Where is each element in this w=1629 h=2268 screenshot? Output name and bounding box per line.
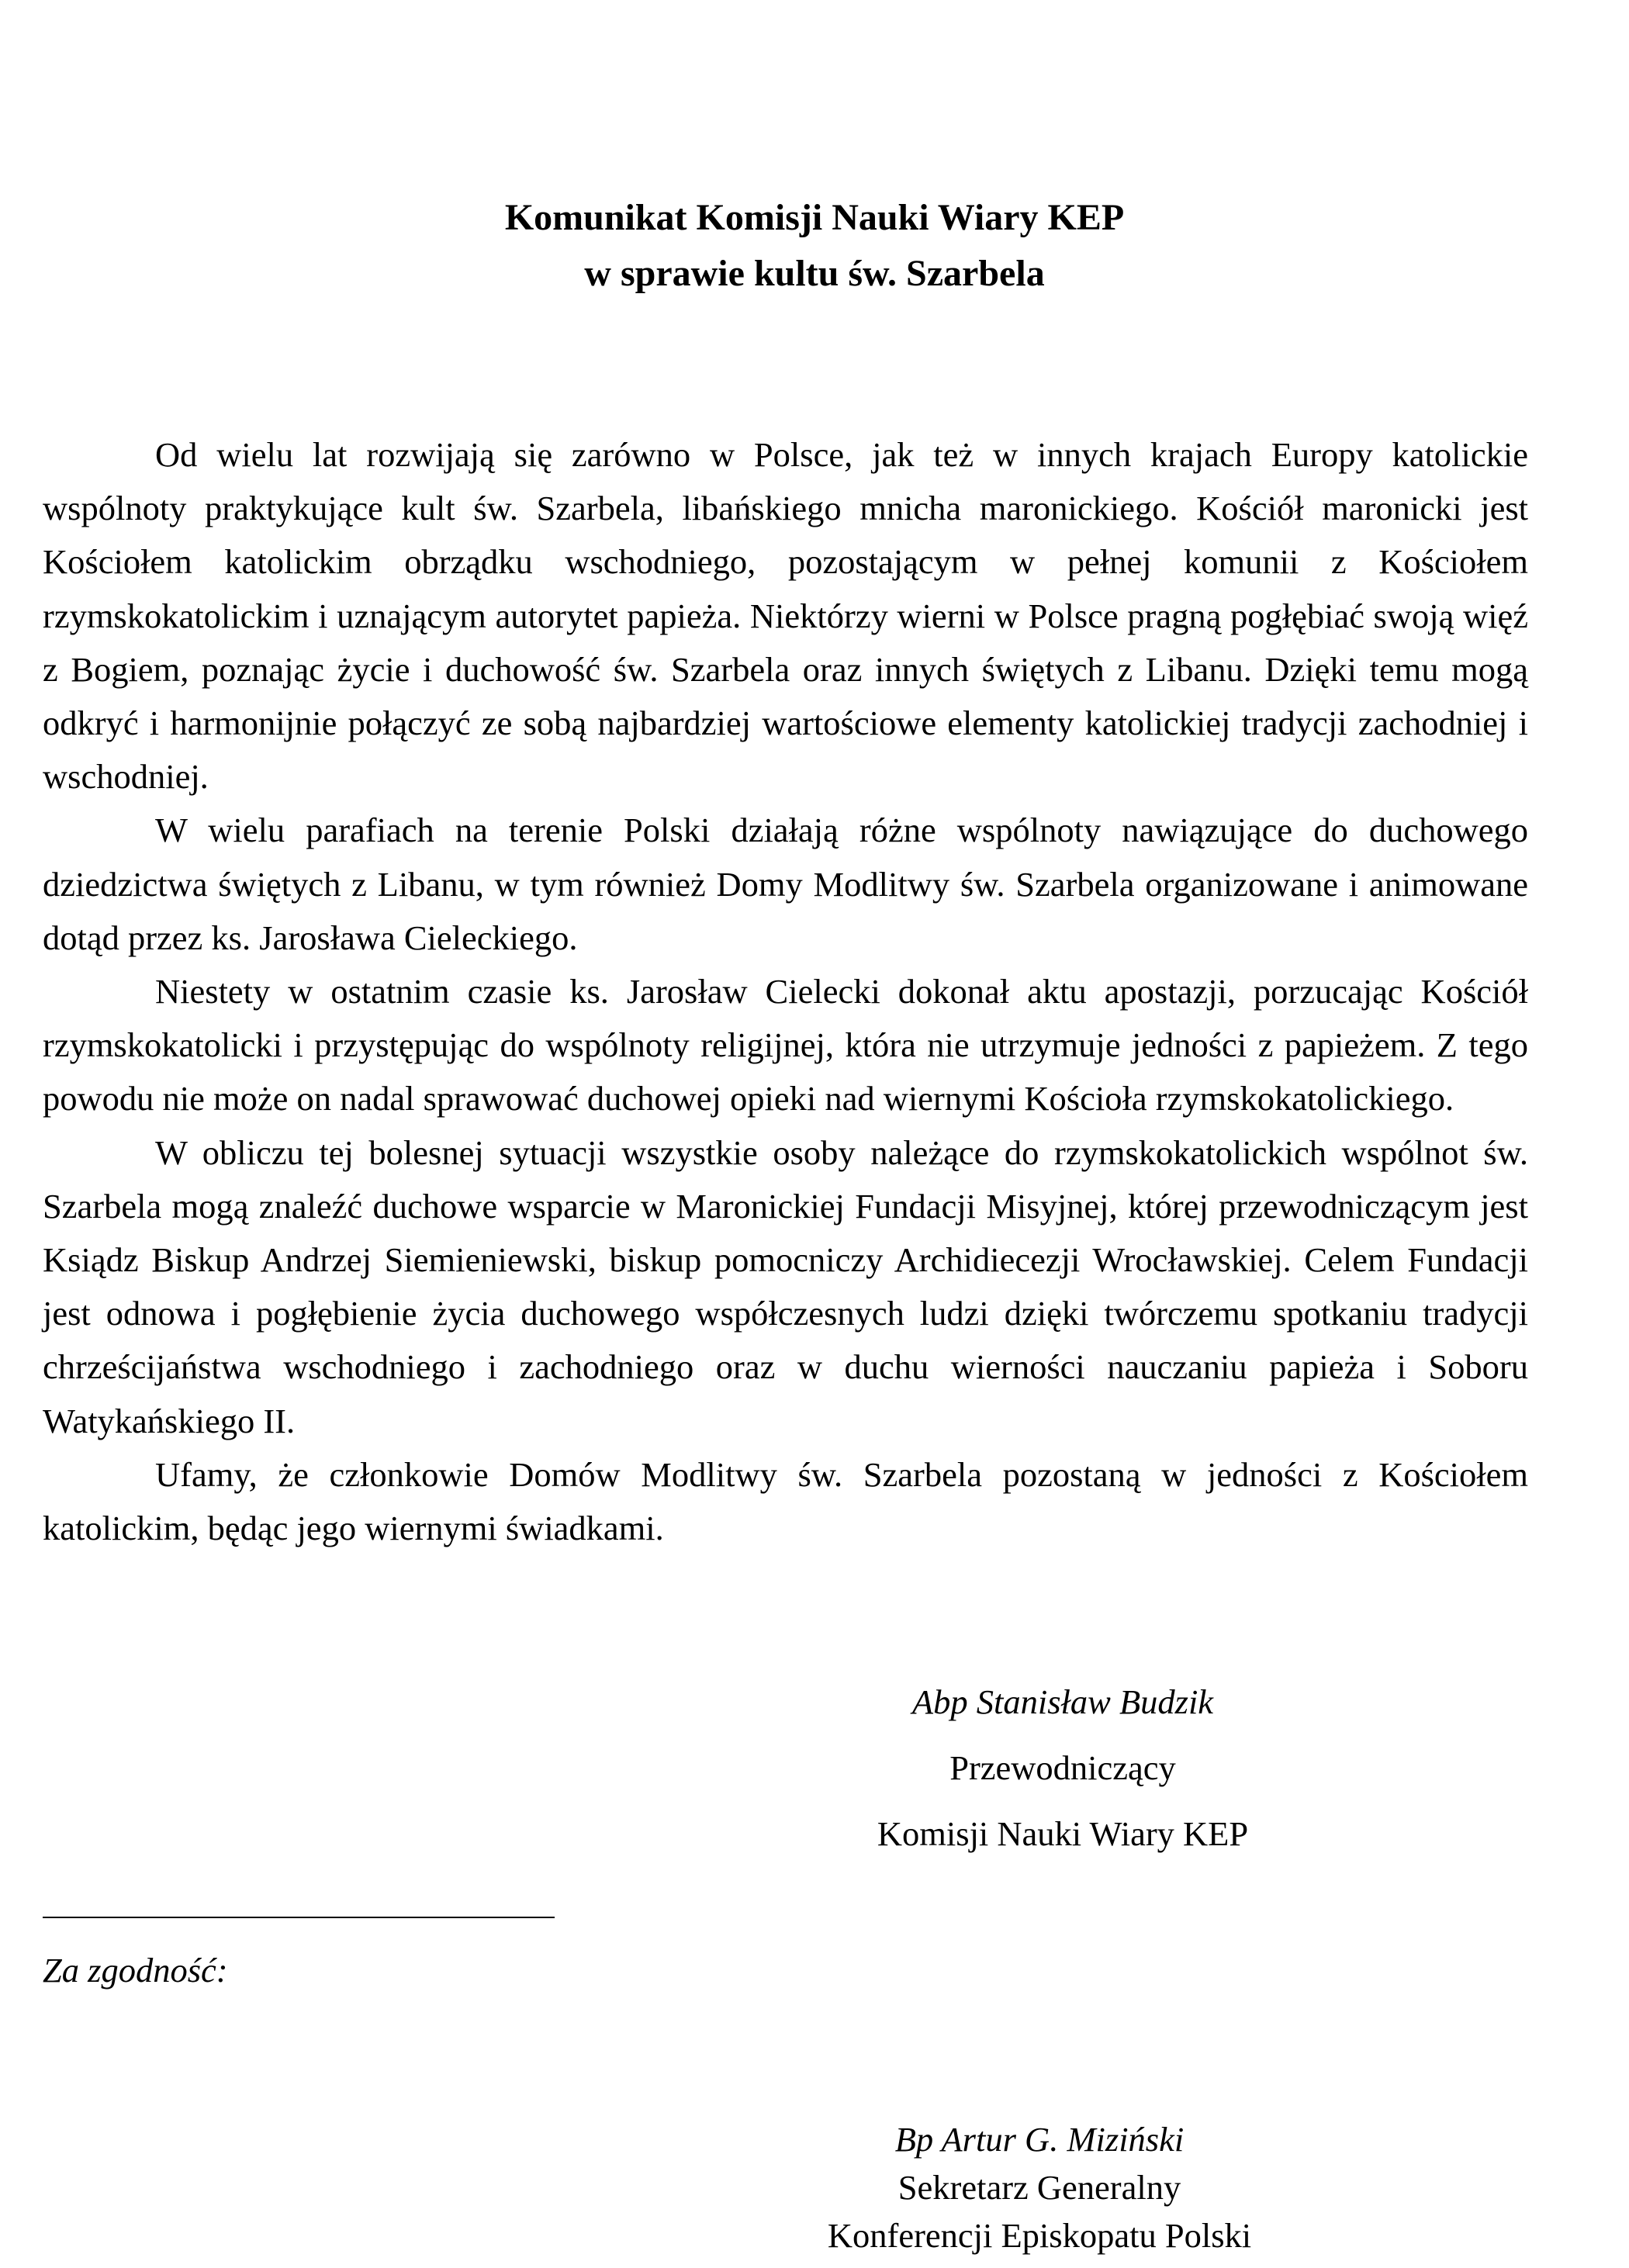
- divider-line: [43, 1917, 555, 1918]
- paragraph: W wielu parafiach na terenie Polski działają różne wspólnoty nawiązujące do duchowego dziedzictwa świętych z Libanu, w tym również Domy Modlitwy św. Szarbela organizowane i animowane dotąd przez ks. Jarosława Cieleckiego.: [43, 811, 1528, 957]
- signatory-body: Konferencji Episkopatu Polski: [827, 2216, 1252, 2255]
- signatory-role: Przewodniczący: [949, 1748, 1176, 1787]
- signature-block-chairman: [822, 1669, 1303, 1867]
- signatory-name: Abp Stanisław Budzik: [911, 1682, 1214, 1721]
- document-subtitle: w sprawie kultu św. Szarbela: [584, 253, 1045, 294]
- paragraph: Ufamy, że członkowie Domów Modlitwy św. Szarbela pozostaną w jedności z Kościołem katolickim, będąc jego wiernymi świadkami.: [43, 1454, 1528, 1548]
- paragraph: W obliczu tej bolesnej sytuacji wszystkie osoby należące do rzymskokatolickich wspólnot św. Szarbela mogą znaleźć duchowe wsparcie w Maronickiej Fundacji Misyjnej, której przewodniczącym jest Ksiądz Biskup Andrzej Siemieniewski, biskup pomocniczy Archidiecezji Wrocławskiej. Celem Fundacji jest odnowa i pogłębienie życia duchowego współczesnych ludzi dzięki twórczemu spotkaniu tradycji chrześcijaństwa wschodniego i zachodniego oraz w duchu wierności nauczaniu papieża i Soboru Watykańskiego II.: [43, 1132, 1528, 1440]
- paragraph: Od wielu lat rozwijają się zarówno w Polsce, jak też w innych krajach Europy katolickie wspólnoty praktykujące kult św. Szarbela, libańskiego mnicha maronickiego. Kościół maronicki jest Kościołem katolickim obrządku wschodniego, pozostającym w pełnej komunii z Kościołem rzymskokatolickim i uznającym autorytet papieża. Niektórzy wierni w Polsce pragną pogłębiać swoją więź z Bogiem, poznając życie i duchowość św. Szarbela oraz innych świętych z Libanu. Dzięki temu mogą odkryć i harmonijnie połączyć ze sobą najbardziej wartościowe elementy katolickiej tradycji zachodniej i wschodniej.: [43, 435, 1528, 797]
- signatory-body: Komisji Nauki Wiary KEP: [877, 1814, 1249, 1853]
- document-title: Komunikat Komisji Nauki Wiary KEP: [504, 197, 1125, 238]
- signature-block-secretary: [760, 2115, 1319, 2259]
- signatory-name: Bp Artur G. Miziński: [894, 2120, 1185, 2159]
- paragraph: Niestety w ostatnim czasie ks. Jarosław Cielecki dokonał aktu apostazji, porzucając Kościół rzymskokatolicki i przystępując do wspólnoty religijnej, która nie utrzymuje jedności z papieżem. Z tego powodu nie może on nadal sprawować duchowej opieki nad wiernymi Kościoła rzymskokatolickiego.: [43, 972, 1528, 1118]
- conformity-label: Za zgodność:: [43, 1951, 228, 1990]
- signatory-role: Sekretarz Generalny: [898, 2168, 1181, 2207]
- document-body: [43, 428, 1528, 1555]
